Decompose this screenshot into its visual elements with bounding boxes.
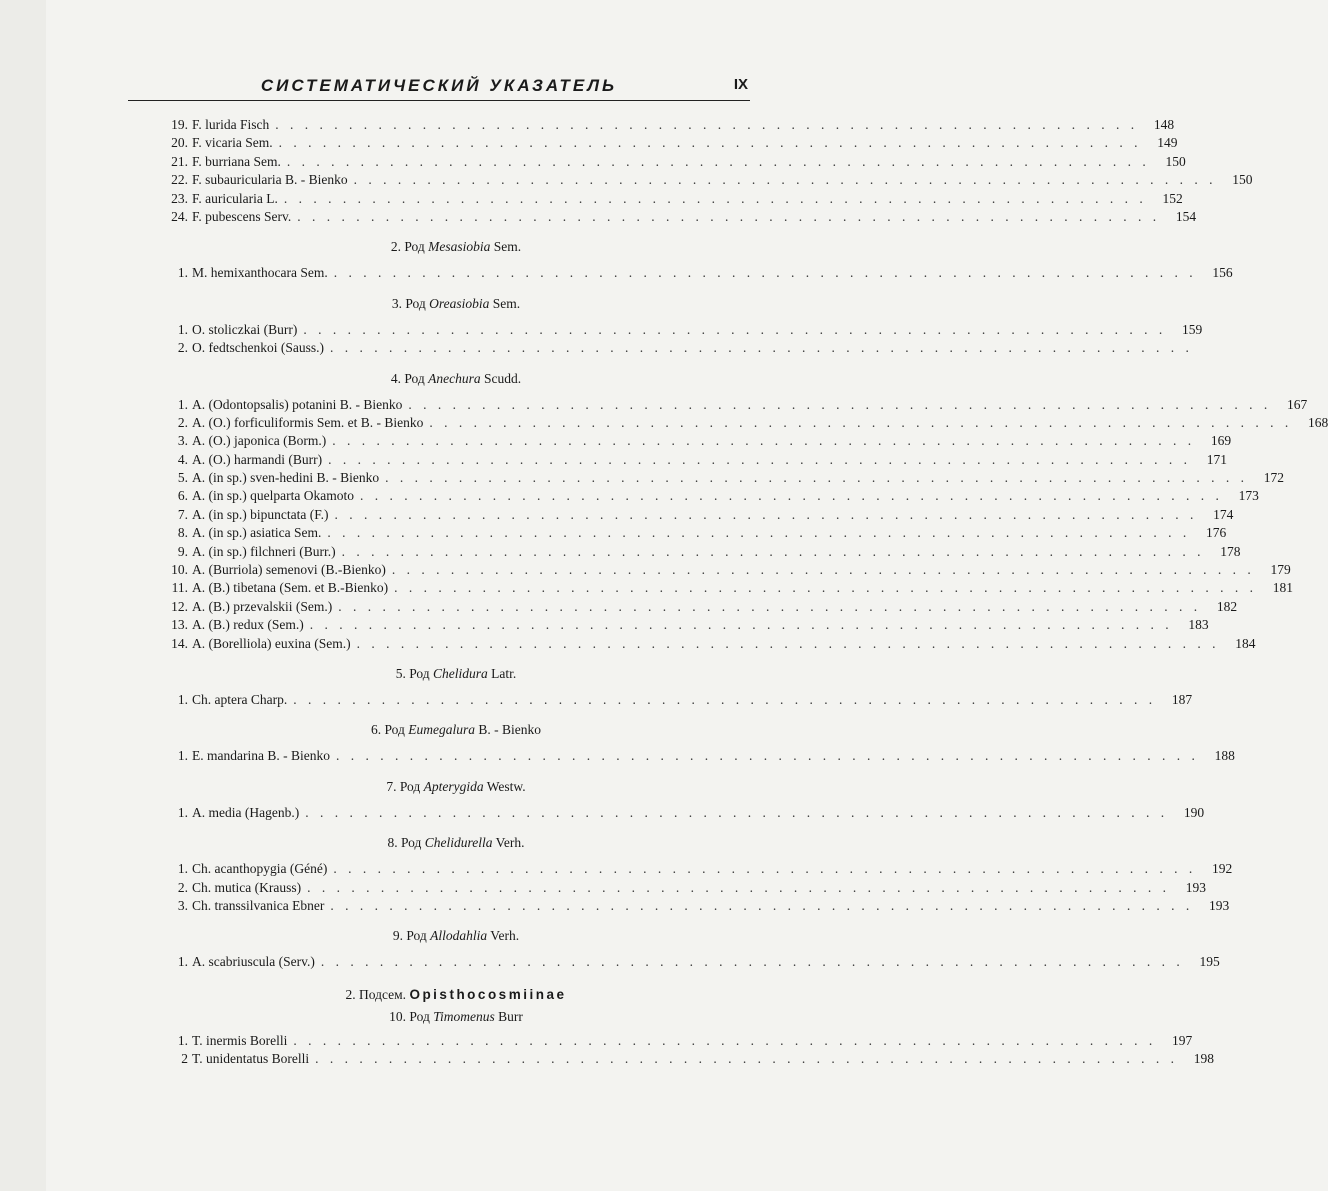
dot-leader: . . . . . . . . . . . . . . . . . . . . . . . . . . . . . . . . . . . . . . . . . . . . . . . . . . . . . . . . . . .: [309, 617, 1173, 633]
dot-leader: . . . . . . . . . . . . . . . . . . . . . . . . . . . . . . . . . . . . . . . . . . . . . . . . . . . . . . . . . . .: [329, 340, 1193, 356]
species-name: A. (B.) przevalskii (Sem.): [192, 598, 333, 614]
entry-number: 10.: [171, 562, 188, 578]
genus-prefix: 3. Род: [391, 295, 426, 311]
genus-author: Scudd.: [484, 370, 522, 386]
index-entry: [162, 616, 1209, 634]
index-entry: [162, 264, 1233, 282]
entry-page: 149: [1157, 135, 1178, 151]
entry-number: 1.: [177, 1032, 188, 1048]
index-entry: [162, 897, 1230, 915]
dot-leader: . . . . . . . . . . . . . . . . . . . . . . . . . . . . . . . . . . . . . . . . . . . . . . . . . . . . . . . . . . .: [332, 433, 1196, 449]
header-title: СИСТЕМАТИЧЕСКИЙ УКАЗАТЕЛЬ: [260, 76, 618, 95]
index-entry: [162, 860, 1233, 878]
dot-leader: . . . . . . . . . . . . . . . . . . . . . . . . . . . . . . . . . . . . . . . . . . . . . . . . . . . . . . . . . . .: [391, 562, 1255, 578]
species-name: F. auricularia L.: [192, 190, 278, 206]
entry-number: 3.: [177, 897, 188, 913]
entry-page: 173: [1238, 488, 1259, 504]
entry-page: 167: [1286, 396, 1308, 412]
index-entry: [162, 171, 1253, 189]
dot-leader: . . . . . . . . . . . . . . . . . . . . . . . . . . . . . . . . . . . . . . . . . . . . . . . . . . . . . . . . . . .: [356, 635, 1220, 651]
index-entry: [162, 451, 1227, 469]
entry-number: 1.: [177, 804, 188, 820]
entry-number: 1.: [177, 954, 188, 970]
entry-number: 2.: [177, 414, 188, 430]
species-name: T. unidentatus Borelli: [192, 1051, 310, 1067]
entry-page: 176: [1205, 525, 1227, 541]
index-entry: [162, 579, 1293, 597]
species-name: Ch. mutica (Krauss): [192, 879, 302, 895]
species-name: Ch. transsilvanica Ebner: [192, 897, 325, 913]
entry-page: 171: [1206, 451, 1227, 467]
genus-prefix: 8. Род: [387, 835, 422, 851]
entry-number: 4.: [177, 451, 188, 467]
page-gutter: [0, 0, 46, 1191]
entry-page: 168: [1307, 414, 1328, 430]
genus-heading: [162, 1006, 750, 1028]
species-name: F. vicaria Sem.: [192, 135, 273, 151]
entry-page: 188: [1214, 748, 1235, 764]
subfamily-name: Opisthocosmiinae: [409, 986, 567, 1002]
index-entry: [162, 524, 1227, 542]
index-entry: [162, 691, 1193, 709]
entry-number: 3.: [177, 433, 188, 449]
species-name: A. media (Hagenb.): [192, 804, 300, 820]
index-entry: [162, 321, 1203, 339]
entry-number: 7.: [177, 506, 188, 522]
dot-leader: . . . . . . . . . . . . . . . . . . . . . . . . . . . . . . . . . . . . . . . . . . . . . . . . . . . . . . . . . . .: [328, 451, 1191, 467]
entry-number: 8.: [177, 525, 188, 541]
genus-heading: [162, 719, 750, 741]
genus-heading: [162, 293, 750, 315]
index-entry: [162, 432, 1232, 450]
dot-leader: . . . . . . . . . . . . . . . . . . . . . . . . . . . . . . . . . . . . . . . . . . . . . . . . . . . . . . . . . . .: [305, 804, 1169, 820]
index-entry: [162, 747, 1235, 765]
dot-leader: . . . . . . . . . . . . . . . . . . . . . . . . . . . . . . . . . . . . . . . . . . . . . . . . . . . . . . . . . . .: [341, 543, 1205, 559]
dot-leader: . . . . . . . . . . . . . . . . . . . . . . . . . . . . . . . . . . . . . . . . . . . . . . . . . . . . . . . . . . .: [333, 861, 1197, 877]
dot-leader: . . . . . . . . . . . . . . . . . . . . . . . . . . . . . . . . . . . . . . . . . . . . . . . . . . . . . . . . . . .: [283, 190, 1147, 206]
genus-prefix: 10. Род: [389, 1008, 430, 1024]
entry-page: 174: [1213, 506, 1234, 522]
species-name: A. (Odontopsalis) potanini B. - Bienko: [192, 396, 403, 412]
species-name: A. (in sp.) sven-hedini B. - Bienko: [192, 470, 380, 486]
entry-number: 23.: [171, 190, 188, 206]
entry-page: 150: [1232, 172, 1253, 188]
entry-page: 179: [1270, 562, 1291, 578]
species-name: O. stoliczkai (Burr): [192, 321, 298, 337]
index-entry: [162, 635, 1256, 653]
species-name: F. pubescens Serv.: [192, 208, 292, 224]
index-entry: [162, 190, 1183, 208]
dot-leader: . . . . . . . . . . . . . . . . . . . . . . . . . . . . . . . . . . . . . . . . . . . . . . . . . . . . . . . . . . .: [334, 506, 1198, 522]
dot-leader: . . . . . . . . . . . . . . . . . . . . . . . . . . . . . . . . . . . . . . . . . . . . . . . . . . . . . . . . . . .: [293, 691, 1157, 707]
dot-leader: . . . . . . . . . . . . . . . . . . . . . . . . . . . . . . . . . . . . . . . . . . . . . . . . . . . . . . . . . . .: [359, 488, 1223, 504]
genus-heading: [162, 832, 750, 854]
genus-prefix: 5. Род: [395, 665, 430, 681]
entry-number: 9.: [177, 543, 188, 559]
entry-page: 193: [1208, 897, 1230, 913]
entry-page: 181: [1272, 580, 1293, 596]
dot-leader: . . . . . . . . . . . . . . . . . . . . . . . . . . . . . . . . . . . . . . . . . . . . . . . . . . . . . . . . . . .: [408, 396, 1272, 412]
genus-name: Timomenus: [433, 1008, 495, 1024]
entry-page: 198: [1193, 1051, 1214, 1067]
entry-number: 13.: [171, 617, 188, 633]
dot-leader: . . . . . . . . . . . . . . . . . . . . . . . . . . . . . . . . . . . . . . . . . . . . . . . . . . . . . . . . . . .: [385, 470, 1248, 486]
index-entry: [162, 469, 1284, 487]
entry-page: 178: [1220, 543, 1241, 559]
entry-number: 14.: [171, 635, 188, 651]
index-entry: [162, 396, 1308, 414]
species-name: F. lurida Fisch: [192, 117, 270, 132]
species-name: E. mandarina B. - Bienko: [192, 748, 330, 764]
species-name: A. (in sp.) quelparta Okamoto: [192, 488, 354, 504]
index-entry: [162, 598, 1238, 616]
subfamily-prefix: 2. Подсем.: [345, 986, 407, 1002]
entry-page: 159: [1181, 321, 1203, 337]
entry-page: 172: [1263, 470, 1284, 486]
entry-page: 197: [1171, 1032, 1193, 1048]
species-name: O. fedtschenkoi (Sauss.): [192, 340, 324, 356]
genus-name: Apterygida: [423, 778, 484, 794]
entry-number: 1.: [177, 396, 188, 412]
dot-leader: . . . . . . . . . . . . . . . . . . . . . . . . . . . . . . . . . . . . . . . . . . . . . . . . . . . . . . . . . . .: [293, 1032, 1157, 1048]
species-name: A. (in sp.) filchneri (Burr.): [192, 543, 336, 559]
entry-number: 1.: [177, 265, 188, 281]
index-entry: [162, 414, 1328, 432]
genus-name: Eumegalura: [408, 722, 476, 738]
index-entry: [162, 804, 1205, 822]
dot-leader: . . . . . . . . . . . . . . . . . . . . . . . . . . . . . . . . . . . . . . . . . . . . . . . . . . . . . . . . . . .: [335, 748, 1199, 764]
index-entry: [162, 879, 1206, 897]
entry-number: 6.: [177, 488, 188, 504]
entry-number: 5.: [177, 470, 188, 486]
entry-page: 192: [1211, 861, 1233, 877]
index-entry: [162, 1032, 1193, 1050]
index-entry: [162, 561, 1291, 579]
dot-leader: . . . . . . . . . . . . . . . . . . . . . . . . . . . . . . . . . . . . . . . . . . . . . . . . . . . . . . . . . . .: [303, 321, 1167, 337]
entry-page: 195: [1199, 954, 1220, 970]
entry-number: 2: [181, 1051, 188, 1067]
entry-page: 187: [1171, 691, 1193, 707]
index-entry: [162, 116, 1175, 134]
genus-heading: [162, 925, 750, 947]
genus-author: Latr.: [491, 665, 517, 681]
genus-author: Sem.: [493, 239, 522, 255]
species-name: Ch. aptera Charp.: [192, 691, 288, 707]
species-name: A. (O.) forficuliformis Sem. et B. - Bienko: [192, 414, 424, 430]
species-name: A. (B.) tibetana (Sem. et B.-Bienko): [192, 580, 389, 596]
species-name: Ch. acanthopygia (Géné): [192, 861, 328, 877]
entry-number: 22.: [171, 172, 188, 188]
index-entry: [162, 208, 1197, 226]
genus-prefix: 7. Род: [386, 778, 421, 794]
entry-page: 156: [1212, 265, 1233, 281]
genus-author: Verh.: [490, 928, 520, 944]
entry-number: 1.: [177, 861, 188, 877]
index-content: [162, 116, 1328, 1069]
index-entry: [162, 506, 1234, 524]
genus-name: Allodahlia: [430, 928, 488, 944]
entry-page: 182: [1216, 598, 1238, 614]
species-name: A. (O.) japonica (Borm.): [192, 433, 327, 449]
entry-number: 20.: [171, 135, 188, 151]
genus-heading: [162, 236, 750, 258]
genus-name: Chelidura: [433, 665, 488, 681]
genus-author: Burr: [498, 1008, 523, 1024]
entry-number: 1.: [177, 748, 188, 764]
entry-number: 2.: [177, 340, 188, 356]
genus-prefix: 2. Род: [390, 239, 425, 255]
entry-number: 21.: [171, 153, 188, 169]
entry-page: 183: [1188, 617, 1209, 633]
entry-page: 148: [1153, 117, 1175, 132]
entry-page: 169: [1210, 433, 1232, 449]
entry-number: 2.: [177, 879, 188, 895]
genus-prefix: 9. Род: [392, 928, 427, 944]
genus-author: Verh.: [495, 835, 525, 851]
entry-page: 190: [1183, 804, 1205, 820]
species-name: A. (Burriola) semenovi (B.-Bienko): [192, 562, 386, 578]
dot-leader: . . . . . . . . . . . . . . . . . . . . . . . . . . . . . . . . . . . . . . . . . . . . . . . . . . . . . . . . . . .: [394, 580, 1257, 596]
genus-prefix: 4. Род: [390, 370, 425, 386]
species-name: T. inermis Borelli: [192, 1032, 288, 1048]
entry-page: 154: [1175, 208, 1197, 224]
index-entry: [162, 543, 1241, 561]
dot-leader: . . . . . . . . . . . . . . . . . . . . . . . . . . . . . . . . . . . . . . . . . . . . . . . . . . . . . . . . . . .: [307, 879, 1170, 895]
species-name: F. burriana Sem.: [192, 153, 281, 169]
entry-page: 152: [1162, 190, 1183, 206]
index-entry: [162, 134, 1178, 152]
species-name: A. (Borelliola) euxina (Sem.): [192, 635, 351, 651]
dot-leader: . . . . . . . . . . . . . . . . . . . . . . . . . . . . . . . . . . . . . . . . . . . . . . . . . . . . . . . . . . .: [333, 265, 1197, 281]
dot-leader: . . . . . . . . . . . . . . . . . . . . . . . . . . . . . . . . . . . . . . . . . . . . . . . . . . . . . . . . . . .: [320, 954, 1184, 970]
running-header: [128, 74, 750, 101]
entry-number: 11.: [171, 580, 188, 596]
genus-name: Chelidurella: [424, 835, 493, 851]
entry-page: 150: [1165, 153, 1186, 169]
dot-leader: . . . . . . . . . . . . . . . . . . . . . . . . . . . . . . . . . . . . . . . . . . . . . . . . . . . . . . . . . . .: [353, 172, 1217, 188]
genus-heading: [162, 368, 750, 390]
dot-leader: . . . . . . . . . . . . . . . . . . . . . . . . . . . . . . . . . . . . . . . . . . . . . . . . . . . . . . . . . . .: [429, 414, 1293, 430]
dot-leader: . . . . . . . . . . . . . . . . . . . . . . . . . . . . . . . . . . . . . . . . . . . . . . . . . . . . . . . . . . .: [338, 598, 1202, 614]
entry-number: 1.: [177, 321, 188, 337]
genus-name: Oreasiobia: [429, 295, 490, 311]
entry-number: 12.: [171, 598, 188, 614]
dot-leader: . . . . . . . . . . . . . . . . . . . . . . . . . . . . . . . . . . . . . . . . . . . . . . . . . . . . . . . . . . .: [315, 1051, 1178, 1067]
species-name: F. subauricularia B. - Bienko: [192, 172, 348, 188]
genus-author: Westw.: [486, 778, 526, 794]
index-entry: [162, 953, 1220, 971]
genus-heading: [162, 663, 750, 685]
index-entry: [162, 1050, 1214, 1068]
subfamily-heading: [162, 984, 750, 1006]
entry-page: 184: [1235, 635, 1256, 651]
entry-number: 1.: [177, 691, 188, 707]
dot-leader: . . . . . . . . . . . . . . . . . . . . . . . . . . . . . . . . . . . . . . . . . . . . . . . . . . . . . . . . . . .: [286, 153, 1150, 169]
species-name: M. hemixanthocara Sem.: [192, 265, 328, 281]
page-number: IX: [733, 76, 748, 93]
dot-leader: . . . . . . . . . . . . . . . . . . . . . . . . . . . . . . . . . . . . . . . . . . . . . . . . . . . . . . . . . . .: [278, 135, 1142, 151]
dot-leader: . . . . . . . . . . . . . . . . . . . . . . . . . . . . . . . . . . . . . . . . . . . . . . . . . . . . . . . . . . .: [327, 525, 1191, 541]
genus-prefix: 6. Род: [370, 722, 405, 738]
entry-page: 193: [1185, 879, 1206, 895]
species-name: A. (O.) harmandi (Burr): [192, 451, 323, 467]
index-entry: [162, 153, 1186, 171]
species-name: A. (B.) redux (Sem.): [192, 617, 304, 633]
genus-author: B. - Bienko: [478, 722, 542, 738]
genus-name: Mesasiobia: [428, 239, 491, 255]
dot-leader: . . . . . . . . . . . . . . . . . . . . . . . . . . . . . . . . . . . . . . . . . . . . . . . . . . . . . . . . . . .: [275, 117, 1139, 132]
entry-number: 19.: [171, 117, 188, 132]
dot-leader: . . . . . . . . . . . . . . . . . . . . . . . . . . . . . . . . . . . . . . . . . . . . . . . . . . . . . . . . . . .: [330, 897, 1194, 913]
index-entry: [162, 487, 1259, 505]
species-name: A. scabriuscula (Serv.): [192, 954, 315, 970]
dot-leader: . . . . . . . . . . . . . . . . . . . . . . . . . . . . . . . . . . . . . . . . . . . . . . . . . . . . . . . . . . .: [297, 208, 1161, 224]
species-name: A. (in sp.) asiatica Sem.: [192, 525, 322, 541]
entry-number: 24.: [171, 208, 188, 224]
genus-name: Anechura: [428, 370, 481, 386]
species-name: A. (in sp.) bipunctata (F.): [192, 506, 329, 522]
genus-heading: [162, 776, 750, 798]
index-entry: [162, 339, 1193, 357]
genus-author: Sem.: [492, 295, 521, 311]
